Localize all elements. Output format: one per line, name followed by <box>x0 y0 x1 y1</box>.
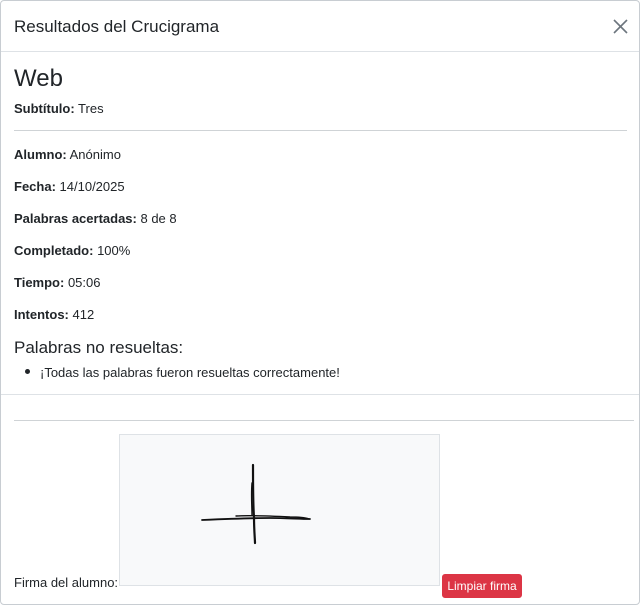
section-border <box>1 394 639 395</box>
result-row-date <box>14 179 125 194</box>
result-value: 100% <box>97 243 131 258</box>
subtitle-value: Tres <box>78 101 104 116</box>
divider <box>14 130 627 131</box>
result-label: Fecha: <box>14 179 56 194</box>
result-label: Completado: <box>14 243 94 258</box>
result-label: Alumno: <box>14 147 67 162</box>
result-value: 05:06 <box>67 275 101 290</box>
result-label: Palabras acertadas: <box>14 211 137 226</box>
modal-title: Resultados del Crucigrama <box>14 17 220 36</box>
signature-label: Firma del alumno: <box>14 575 119 590</box>
result-row-attempts <box>14 307 94 322</box>
crossword-title: Web <box>14 65 63 92</box>
unsolved-list-item: ¡Todas las palabras fueron resueltas correctamente! <box>40 365 340 380</box>
result-row-time <box>14 275 101 290</box>
modal-header <box>1 1 639 52</box>
subtitle-line <box>14 101 104 116</box>
close-icon <box>609 16 631 38</box>
close-button[interactable] <box>609 16 631 38</box>
subtitle-label: Subtítulo: <box>14 101 75 116</box>
result-row-completed <box>14 243 130 258</box>
result-value: 8 de 8 <box>140 211 177 226</box>
result-label: Tiempo: <box>14 275 65 290</box>
result-value: 14/10/2025 <box>59 179 125 194</box>
result-value: 412 <box>72 307 95 322</box>
signature-canvas[interactable] <box>119 434 440 586</box>
result-value: Anónimo <box>69 147 121 162</box>
clear-signature-button[interactable]: Limpiar firma <box>442 574 522 598</box>
bullet-icon <box>25 369 30 374</box>
result-row-correct-words <box>14 211 177 226</box>
result-row-student <box>14 147 121 162</box>
divider <box>14 420 634 421</box>
unsolved-words-title: Palabras no resueltas: <box>14 338 184 357</box>
result-label: Intentos: <box>14 307 69 322</box>
